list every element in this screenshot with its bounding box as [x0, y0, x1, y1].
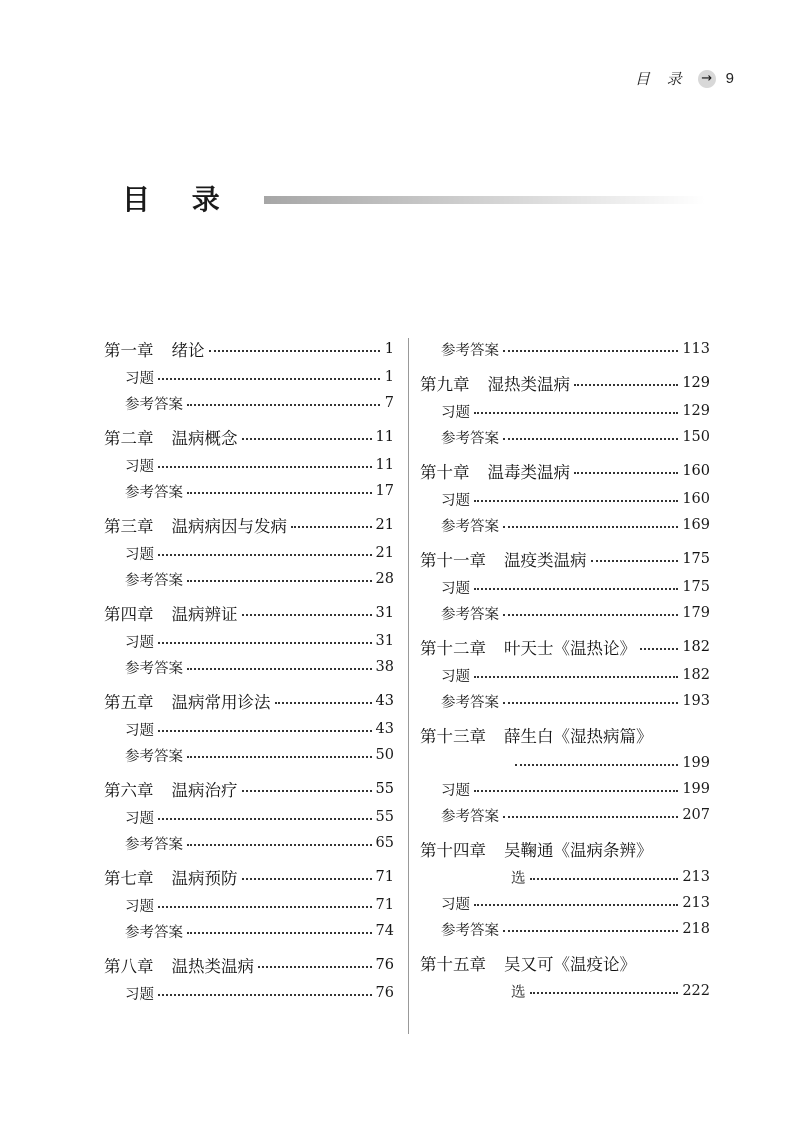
dot-leader [158, 378, 380, 380]
toc-chapter-entry[interactable] [104, 862, 394, 892]
entry-title: 吴又可《温疫论》 [504, 955, 636, 974]
entry-title: 温病辨证 [171, 605, 238, 624]
toc-sub-entry[interactable] [420, 574, 710, 600]
entry-page-number: 150 [682, 429, 710, 445]
dot-leader [187, 668, 372, 670]
dot-leader [187, 932, 372, 934]
dot-leader [158, 554, 372, 556]
dot-leader [474, 500, 678, 502]
entry-title: 吴鞠通《温病条辨》 [504, 841, 653, 860]
dot-leader [530, 992, 679, 994]
toc-sub-entry[interactable] [104, 540, 394, 566]
entry-page-number: 113 [682, 341, 710, 357]
entry-title: 习题 [125, 898, 154, 915]
toc-sub-entry[interactable] [420, 600, 710, 626]
dot-leader [503, 614, 678, 616]
entry-page-number: 76 [375, 985, 394, 1001]
dot-leader [474, 676, 678, 678]
dot-leader [530, 878, 679, 880]
chapter-label: 第六章 [104, 781, 154, 800]
dot-leader [242, 790, 372, 792]
dot-leader [515, 764, 678, 766]
entry-page-number: 169 [682, 517, 710, 533]
entry-title: 温病治疗 [171, 781, 238, 800]
dot-leader [591, 560, 679, 562]
entry-title: 参考答案 [441, 606, 499, 623]
entry-title: 习题 [125, 986, 154, 1003]
entry-page-number: 71 [375, 869, 394, 885]
dot-leader [503, 930, 678, 932]
dot-leader [258, 966, 372, 968]
entry-page-number: 38 [375, 659, 394, 675]
entry-page-number: 179 [682, 605, 710, 621]
toc-sub-entry[interactable] [104, 478, 394, 504]
entry-title: 选 [511, 870, 526, 887]
chapter-label: 第十一章 [420, 551, 486, 570]
entry-page-number: 50 [375, 747, 394, 763]
entry-page-number: 65 [375, 835, 394, 851]
entry-title: 参考答案 [441, 518, 499, 535]
toc-chapter-entry[interactable] [420, 456, 710, 486]
chapter-label: 第二章 [104, 429, 154, 448]
dot-leader [187, 492, 372, 494]
running-header [635, 68, 734, 89]
dot-leader [474, 412, 678, 414]
toc-sub-entry[interactable] [104, 716, 394, 742]
entry-title: 参考答案 [441, 694, 499, 711]
entry-title: 温疫类温病 [504, 551, 587, 570]
toc-sub-entry[interactable] [420, 890, 710, 916]
toc-chapter-entry[interactable] [420, 368, 710, 398]
toc-sub-entry[interactable] [420, 688, 710, 714]
entry-page-number: 218 [682, 921, 710, 937]
entry-title: 习题 [441, 782, 470, 799]
toc-sub-entry[interactable] [104, 980, 394, 1006]
dot-leader [291, 526, 372, 528]
dot-leader [158, 730, 372, 732]
dot-leader [187, 404, 380, 406]
entry-page-number: 55 [375, 809, 394, 825]
dot-leader [503, 816, 678, 818]
entry-page-number: 43 [375, 693, 394, 709]
dot-leader [503, 526, 678, 528]
entry-title: 温病常用诊法 [171, 693, 271, 712]
entry-page-number: 76 [375, 957, 394, 973]
chapter-label: 第四章 [104, 605, 154, 624]
dot-leader [158, 906, 372, 908]
toc-chapter-entry[interactable] [420, 544, 710, 574]
toc-chapter-entry[interactable] [104, 686, 394, 716]
entry-title: 习题 [441, 404, 470, 421]
toc-sub-entry[interactable] [420, 662, 710, 688]
dot-leader [242, 438, 372, 440]
entry-title: 绪论 [171, 341, 205, 360]
entry-page-number: 1 [384, 341, 394, 357]
entry-title: 温热类温病 [171, 957, 254, 976]
entry-title: 参考答案 [125, 396, 183, 413]
toc-sub-entry[interactable] [104, 452, 394, 478]
toc-sub-entry[interactable] [104, 892, 394, 918]
dot-leader [187, 580, 372, 582]
toc-sub-entry[interactable] [420, 486, 710, 512]
entry-page-number: 222 [682, 983, 710, 999]
toc-sub-entry[interactable] [104, 804, 394, 830]
entry-title: 参考答案 [125, 660, 183, 677]
entry-title: 习题 [125, 458, 154, 475]
toc-column-left [104, 334, 394, 1006]
entry-page-number: 175 [682, 551, 710, 567]
entry-page-number: 1 [384, 369, 394, 385]
toc-sub-entry[interactable] [420, 424, 710, 450]
toc-chapter-entry[interactable] [104, 950, 394, 980]
toc-chapter-continuation[interactable] [420, 750, 710, 776]
dot-leader [574, 472, 678, 474]
dot-leader [187, 844, 372, 846]
toc-sub-entry[interactable] [104, 742, 394, 768]
entry-page-number: 160 [682, 463, 710, 479]
dot-leader [574, 384, 678, 386]
entry-page-number: 199 [682, 781, 710, 797]
entry-page-number: 17 [375, 483, 394, 499]
dot-leader [275, 702, 372, 704]
entry-page-number: 199 [682, 755, 710, 771]
toc-chapter-entry[interactable] [104, 510, 394, 540]
entry-page-number: 175 [682, 579, 710, 595]
toc-sub-entry[interactable] [420, 398, 710, 424]
dot-leader [187, 756, 372, 758]
entry-page-number: 21 [375, 545, 394, 561]
entry-page-number: 74 [375, 923, 394, 939]
entry-page-number: 193 [682, 693, 710, 709]
toc-chapter-entry[interactable] [420, 720, 710, 750]
toc-sub-entry[interactable] [420, 916, 710, 942]
dot-leader [474, 790, 678, 792]
chapter-label: 第九章 [420, 375, 470, 394]
entry-title: 习题 [125, 810, 154, 827]
entry-title: 参考答案 [441, 808, 499, 825]
chapter-label: 第十五章 [420, 955, 486, 974]
entry-title: 参考答案 [441, 430, 499, 447]
entry-title: 温病病因与发病 [171, 517, 287, 536]
toc-sub-entry[interactable] [104, 364, 394, 390]
entry-page-number: 43 [375, 721, 394, 737]
dot-leader [158, 994, 372, 996]
entry-page-number: 182 [682, 667, 710, 683]
entry-title: 习题 [125, 370, 154, 387]
entry-title: 习题 [125, 722, 154, 739]
entry-title: 温毒类温病 [487, 463, 570, 482]
entry-page-number: 207 [682, 807, 710, 823]
toc-sub-entry[interactable] [420, 336, 710, 362]
title-block [122, 178, 705, 218]
title-rule [264, 196, 705, 204]
dot-leader [503, 702, 678, 704]
toc-column-right [420, 334, 710, 1004]
entry-page-number: 129 [682, 403, 710, 419]
entry-title: 习题 [125, 634, 154, 651]
toc-sub-entry[interactable] [104, 918, 394, 944]
toc-chapter-entry[interactable] [104, 774, 394, 804]
dot-leader [503, 350, 678, 352]
entry-title: 习题 [441, 668, 470, 685]
dot-leader [158, 818, 372, 820]
toc-chapter-entry[interactable] [104, 422, 394, 452]
entry-page-number: 55 [375, 781, 394, 797]
toc-sub-entry[interactable] [104, 390, 394, 416]
chapter-label: 第十三章 [420, 727, 486, 746]
entry-page-number: 129 [682, 375, 710, 391]
entry-title: 习题 [441, 580, 470, 597]
entry-page-number: 31 [375, 605, 394, 621]
dot-leader [158, 642, 372, 644]
entry-title: 选 [511, 984, 526, 1001]
dot-leader [209, 350, 381, 352]
chapter-label: 第一章 [104, 341, 154, 360]
toc-sub-entry[interactable] [104, 566, 394, 592]
toc-chapter-entry[interactable] [104, 598, 394, 628]
entry-title: 叶天士《温热论》 [504, 639, 636, 658]
toc-chapter-entry[interactable] [420, 834, 710, 864]
entry-page-number: 71 [375, 897, 394, 913]
entry-title: 习题 [125, 546, 154, 563]
toc-chapter-entry[interactable] [420, 632, 710, 662]
entry-title: 习题 [441, 896, 470, 913]
chapter-label: 第十四章 [420, 841, 486, 860]
dot-leader [640, 648, 678, 650]
entry-title: 参考答案 [125, 484, 183, 501]
arrow-right-icon: → [698, 70, 716, 88]
entry-page-number: 21 [375, 517, 394, 533]
entry-title: 习题 [441, 492, 470, 509]
table-of-contents [104, 334, 710, 1044]
entry-title: 温病概念 [171, 429, 238, 448]
entry-page-number: 11 [375, 457, 394, 473]
entry-title: 参考答案 [125, 924, 183, 941]
entry-title: 参考答案 [125, 748, 183, 765]
entry-page-number: 11 [375, 429, 394, 445]
page-title: 目 录 [122, 183, 236, 216]
chapter-label: 第七章 [104, 869, 154, 888]
dot-leader [242, 878, 372, 880]
chapter-label: 第八章 [104, 957, 154, 976]
toc-chapter-continuation[interactable] [420, 864, 710, 890]
toc-chapter-continuation[interactable] [420, 978, 710, 1004]
dot-leader [158, 466, 372, 468]
entry-title: 湿热类温病 [487, 375, 570, 394]
entry-title: 参考答案 [441, 922, 499, 939]
toc-sub-entry[interactable] [104, 628, 394, 654]
page-number: 9 [725, 70, 734, 87]
toc-sub-entry[interactable] [420, 802, 710, 828]
entry-page-number: 7 [384, 395, 394, 411]
entry-title: 温病预防 [171, 869, 238, 888]
toc-sub-entry[interactable] [420, 512, 710, 538]
chapter-label: 第五章 [104, 693, 154, 712]
dot-leader [242, 614, 372, 616]
entry-page-number: 31 [375, 633, 394, 649]
chapter-label: 第三章 [104, 517, 154, 536]
entry-page-number: 160 [682, 491, 710, 507]
entry-title: 参考答案 [441, 342, 499, 359]
running-header-label: 目 录 [634, 70, 688, 88]
column-divider [408, 338, 409, 1034]
dot-leader [503, 438, 678, 440]
entry-title: 薛生白《湿热病篇》 [504, 727, 653, 746]
toc-chapter-entry[interactable] [420, 948, 710, 978]
dot-leader [474, 588, 678, 590]
entry-page-number: 182 [682, 639, 710, 655]
toc-sub-entry[interactable] [104, 830, 394, 856]
entry-page-number: 213 [682, 895, 710, 911]
chapter-label: 第十二章 [420, 639, 486, 658]
toc-chapter-entry[interactable] [104, 334, 394, 364]
dot-leader [474, 904, 678, 906]
toc-sub-entry[interactable] [104, 654, 394, 680]
entry-page-number: 213 [682, 869, 710, 885]
toc-sub-entry[interactable] [420, 776, 710, 802]
entry-title: 参考答案 [125, 572, 183, 589]
entry-title: 参考答案 [125, 836, 183, 853]
entry-page-number: 28 [375, 571, 394, 587]
chapter-label: 第十章 [420, 463, 470, 482]
